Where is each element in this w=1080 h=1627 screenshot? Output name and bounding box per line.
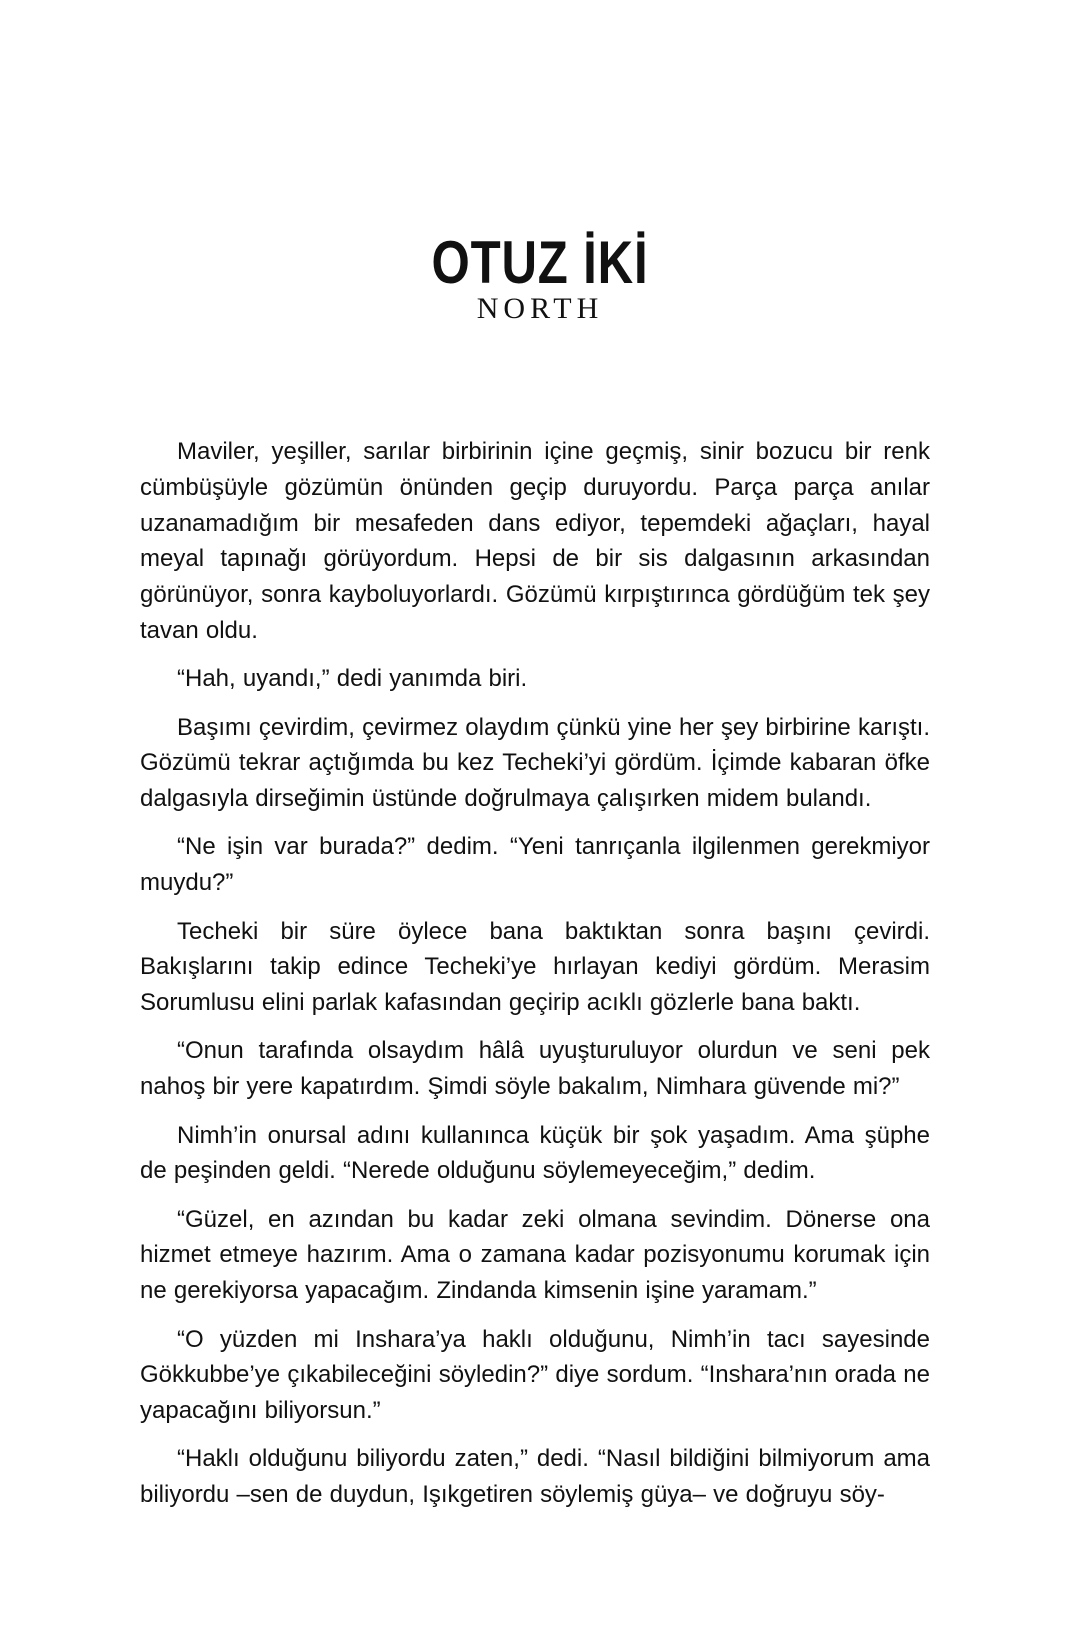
chapter-body xyxy=(140,434,930,1526)
paragraph: “Hah, uyandı,” dedi yanımda biri. xyxy=(177,665,528,693)
paragraph: Nimh’in onursal adını kullanınca küçük bir şok yaşadım. Ama şüphe de peşinden geldi. “Nerede olduğunu söylemeyeceğim,” dedim. xyxy=(140,1121,930,1185)
paragraph: “Ne işin var burada?” dedim. “Yeni tanrıçanla ilgilenmen gerekmiyor muydu?” xyxy=(140,833,930,897)
paragraph: “Güzel, en azından bu kadar zeki olmana sevindim. Dönerse ona hizmet etmeye hazırım. Ama o zamana kadar pozisyonumu korumak için ne gerekiyorsa yapacağım. Zindanda kimsenin işine yaramam.” xyxy=(140,1205,930,1305)
paragraph: Techeki bir süre öylece bana baktıktan sonra başını çevirdi. Bakışlarını takip edince Techeki’ye hırlayan kediyi gördüm. Merasim Sorumlusu elini parlak kafasından geçirip acıklı gözlerle bana baktı. xyxy=(140,917,930,1017)
chapter-narrator: NORTH xyxy=(476,292,604,325)
paragraph: “O yüzden mi Inshara’ya haklı olduğunu, Nimh’in tacı sayesinde Gökkubbe’ye çıkabileceğini söyledin?” diye sordum. “Inshara’nın orada ne yapacağını biliyorsun.” xyxy=(140,1325,930,1425)
paragraph: “Onun tarafında olsaydım hâlâ uyuşturuluyor olurdun ve seni pek nahoş bir yere kapatırdım. Şimdi söyle bakalım, Nimhara güvende mi?” xyxy=(140,1037,930,1101)
paragraph: Maviler, yeşiller, sarılar birbirinin içine geçmiş, sinir bozucu bir renk cümbüşüyle gözümün önünden geçip duruyordu. Parça parça anılar uzanamadığım bir mesafeden dans ediyor, tepemdeki ağaçları, hayal meyal tapınağı görüyordum. Hepsi de bir sis dalgasının arkasından görünüyor, sonra kayboluyorlardı. Gözümü kırpıştırınca gördüğüm tek şey tavan oldu. xyxy=(140,438,930,644)
paragraph: “Haklı olduğunu biliyordu zaten,” dedi. “Nasıl bildiğini bilmiyorum ama biliyordu –sen de duydun, Işıkgetiren söylemiş güya– ve doğruyu söy- xyxy=(140,1445,930,1509)
chapter-title: OTUZ İKİ xyxy=(431,229,649,296)
paragraph: Başımı çevirdim, çevirmez olaydım çünkü yine her şey birbirine karıştı. Gözümü tekrar açtığımda bu kez Techeki’yi gördüm. İçimde kabaran öfke dalgasıyla dirseğimin üstünde doğrulmaya çalışırken midem bulandı. xyxy=(140,713,930,813)
